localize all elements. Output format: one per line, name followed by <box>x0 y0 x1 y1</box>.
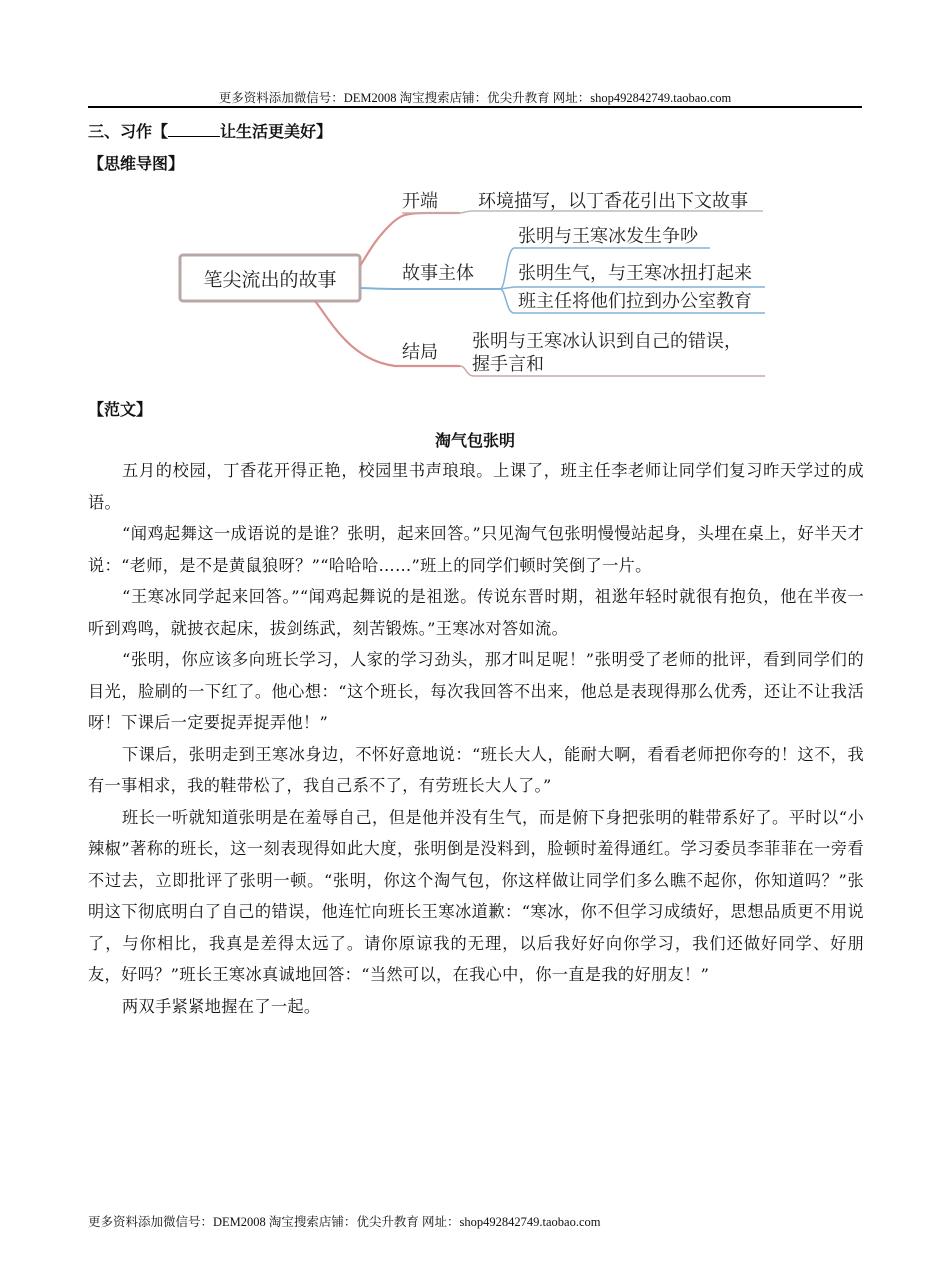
detail-main-1: 张明与王寒冰发生争吵 <box>518 226 698 247</box>
section-title-prefix: 三、习作【 <box>88 122 169 141</box>
essay-paragraph: 下课后，张明走到王寒冰身边，不怀好意地说：“班长大人，能耐大啊，看看老师把你夸的！这不，我有一事相求，我的鞋带松了，我自己系不了，有劳班长大人了。” <box>88 744 864 795</box>
mindmap-center-label: 笔尖流出的故事 <box>203 269 337 291</box>
essay-paragraph: “王寒冰同学起来回答。”“闻鸡起舞说的是祖逖。传说东晋时期，祖逖年轻时就很有抱负，他在半夜一听到鸡鸣，就披衣起床，拔剑练武，刻苦锻炼。”王寒冰对答如流。 <box>88 587 864 638</box>
mindmap-heading: 【思维导图】 <box>88 154 185 173</box>
essay-paragraph: 两双手紧紧地握在了一起。 <box>122 996 321 1016</box>
page-footer: 更多资料添加微信号：DEM2008 淘宝搜索店铺：优尖升教育 网址：shop492842749.taobao.com <box>88 1215 601 1229</box>
essay-heading: 【范文】 <box>88 400 153 419</box>
essay-paragraph: 五月的校园，丁香花开得正艳，校园里书声琅琅。上课了，班主任李老师让同学们复习昨天学过的成语。 <box>88 461 864 512</box>
essay-paragraph: 班长一听就知道张明是在羞辱自己，但是他并没有生气，而是俯下身把张明的鞋带系好了。平时以“小辣椒”著称的班长，这一刻表现得如此大度，张明倒是没料到，脸顿时羞得通红。学习委员李菲菲在一旁看不过去，立即批评了张明一顿。“张明，你这个淘气包，你这样做让同学们多么瞧不起你，你知道吗？”张明这下彻底明白了自己的错误，他连忙向班长王寒冰道歉：“寒冰，你不但学习成绩好，思想品质更不用说了，与你相比，我真是差得太远了。请你原谅我的无理，以后我好好向你学习，我们还做好同学、好朋友，好吗？”班长王寒冰真诚地回答：“当然可以，在我心中，你一直是我的好朋友！” <box>88 807 864 984</box>
essay-title: 淘气包张明 <box>434 431 515 450</box>
header-divider <box>88 106 862 108</box>
detail-opening-1: 环境描写，以丁香花引出下文故事 <box>478 191 748 212</box>
connector-ending <box>315 301 460 366</box>
detail-main-3: 班主任将他们拉到办公室教育 <box>518 291 752 312</box>
essay-paragraph: “张明，你应该多向班长学习，人家的学习劲头，那才叫足呢！”张明受了老师的批评，看到同学们的目光，脸刷的一下红了。他心想：“这个班长，每次我回答不出来，他总是表现得那么优秀，还让不让我活呀！下课后一定要捉弄捉弄他！” <box>88 650 864 732</box>
connector-main <box>360 288 500 289</box>
fill-in-blank <box>168 121 220 137</box>
branch-label-main: 故事主体 <box>402 263 474 284</box>
branch-label-opening: 开端 <box>402 191 438 212</box>
page-header: 更多资料添加微信号：DEM2008 淘宝搜索店铺：优尖升教育 网址：shop492842749.taobao.com <box>218 91 732 105</box>
detail-main-2: 张明生气，与王寒冰扭打起来 <box>518 263 752 284</box>
connector-opening <box>360 213 460 266</box>
section-title <box>88 119 332 142</box>
detail-ending-2: 握手言和 <box>472 354 544 375</box>
essay-body <box>88 455 864 1022</box>
essay-paragraph: “闻鸡起舞这一成语说的是谁？张明，起来回答。”只见淘气包张明慢慢站起身，头埋在桌上，好半天才说：“老师，是不是黄鼠狼呀？”“哈哈哈……”班上的同学们顿时笑倒了一片。 <box>88 524 864 575</box>
branch-label-ending: 结局 <box>402 342 438 363</box>
detail-ending-1: 张明与王寒冰认识到自己的错误， <box>472 331 742 352</box>
section-title-suffix: 让生活更美好】 <box>220 122 333 141</box>
mind-map <box>170 180 780 380</box>
